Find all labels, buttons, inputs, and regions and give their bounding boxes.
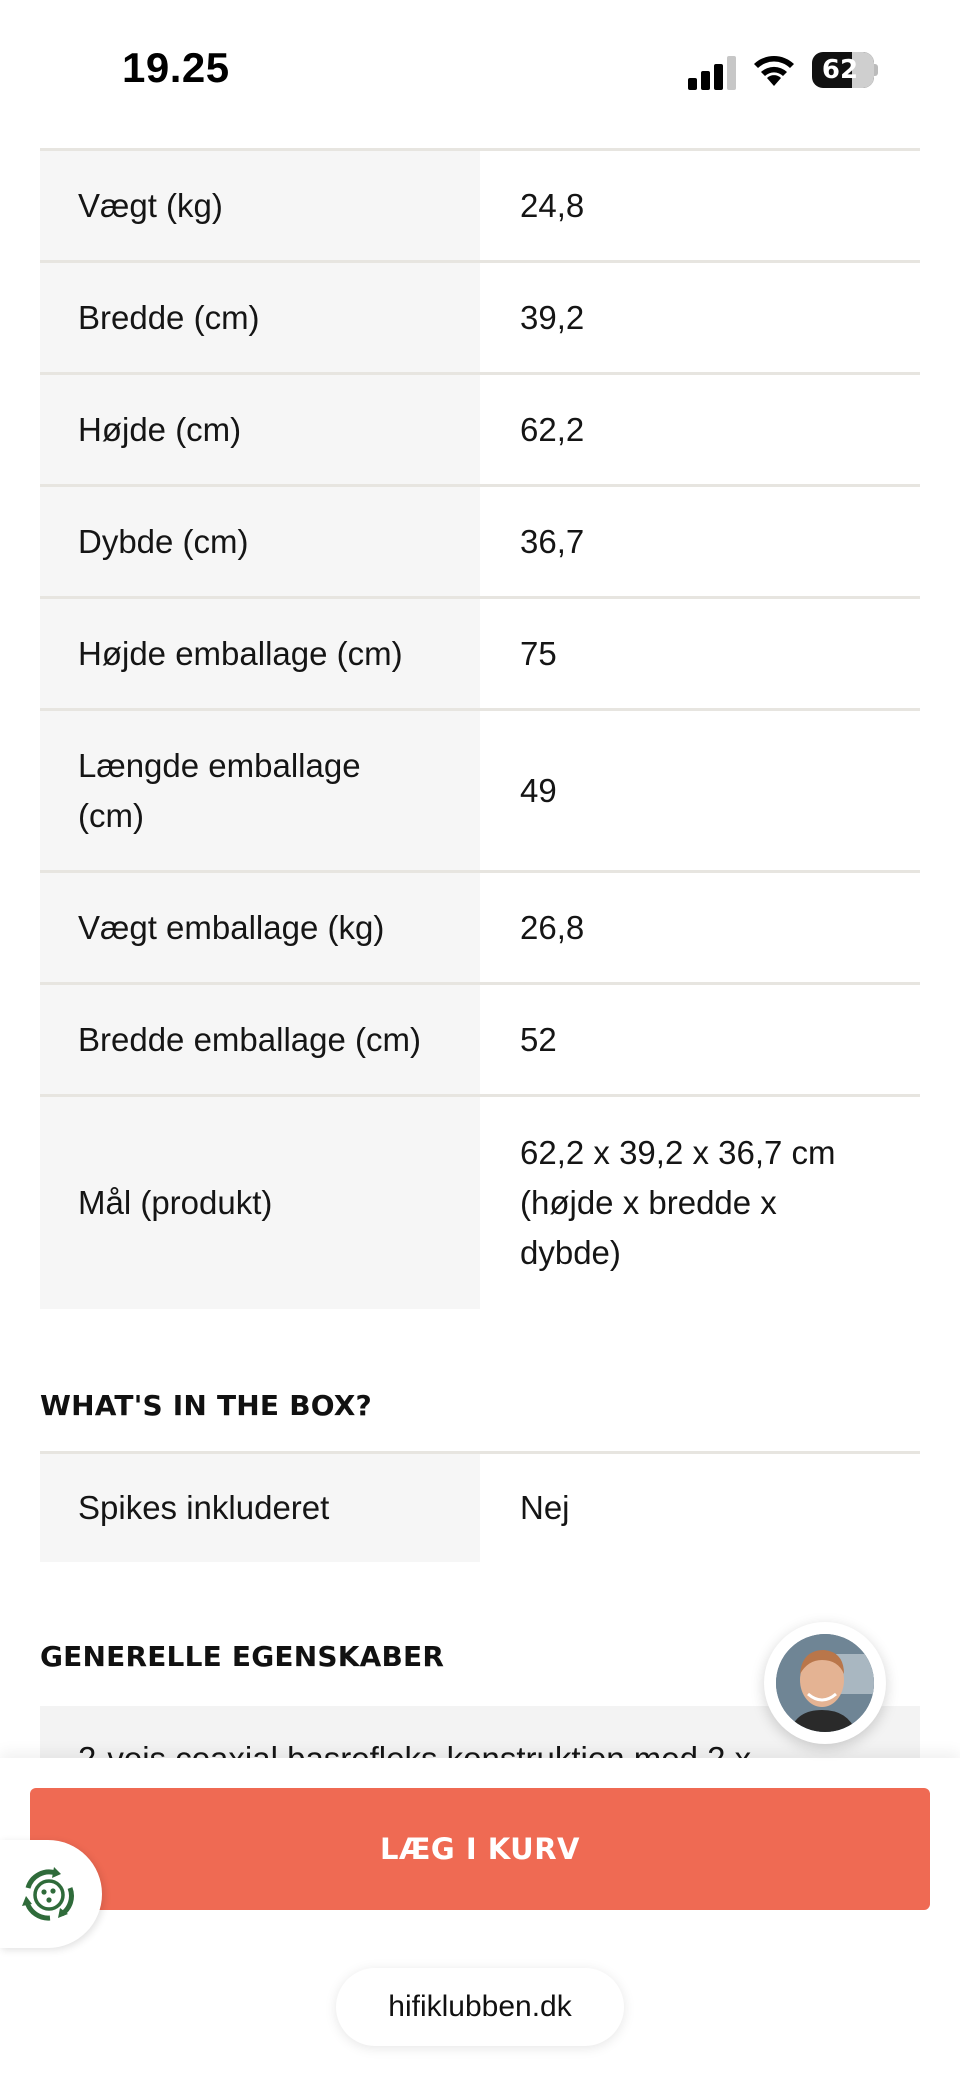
cellular-signal-icon xyxy=(688,56,736,90)
battery-level: 62 xyxy=(821,55,859,85)
wifi-icon xyxy=(752,52,796,88)
battery-icon xyxy=(812,52,878,88)
spec-value: 26,8 xyxy=(480,873,920,982)
add-to-cart-bar xyxy=(0,1758,960,2081)
status-bar xyxy=(0,0,960,140)
product-specs-content xyxy=(40,148,920,1826)
spec-value: 62,2 x 39,2 x 36,7 cm (højde x bredde x dybde) xyxy=(480,1097,920,1309)
spec-label: Vægt emballage (kg) xyxy=(40,873,480,982)
section-title-whats-in-the-box: WHAT'S IN THE BOX? xyxy=(40,1389,372,1422)
spec-row xyxy=(40,599,920,711)
spec-row xyxy=(40,151,920,263)
spec-label: Længde emballage (cm) xyxy=(40,711,480,870)
spec-row xyxy=(40,375,920,487)
sustainability-badge-button[interactable] xyxy=(0,1840,102,1948)
recycle-badge-icon xyxy=(16,1862,82,1928)
spec-value: 49 xyxy=(480,711,920,870)
spec-value: 24,8 xyxy=(480,151,920,260)
spec-value: 36,7 xyxy=(480,487,920,596)
browser-url-pill[interactable]: hifiklubben.dk xyxy=(336,1968,624,2046)
status-time: 19.25 xyxy=(122,44,230,91)
spec-value: 52 xyxy=(480,985,920,1094)
support-agent-avatar xyxy=(776,1634,874,1732)
spec-row xyxy=(40,985,920,1097)
spec-value: Nej xyxy=(480,1454,920,1562)
spec-label: Bredde (cm) xyxy=(40,263,480,372)
spec-table xyxy=(40,148,920,1309)
spec-row xyxy=(40,1454,920,1562)
spec-row xyxy=(40,873,920,985)
spec-row xyxy=(40,711,920,873)
add-to-cart-button[interactable]: LÆG I KURV xyxy=(30,1788,930,1910)
spec-label: Vægt (kg) xyxy=(40,151,480,260)
spec-label: Bredde emballage (cm) xyxy=(40,985,480,1094)
spec-value: 62,2 xyxy=(480,375,920,484)
spec-label: Dybde (cm) xyxy=(40,487,480,596)
spec-label: Mål (produkt) xyxy=(40,1097,480,1309)
chat-support-button[interactable] xyxy=(764,1622,886,1744)
spec-label: Spikes inkluderet xyxy=(40,1454,480,1562)
spec-row xyxy=(40,1097,920,1309)
spec-label: Højde (cm) xyxy=(40,375,480,484)
spec-value: 75 xyxy=(480,599,920,708)
spec-row xyxy=(40,263,920,375)
spec-row xyxy=(40,487,920,599)
spec-value: 39,2 xyxy=(480,263,920,372)
spec-label: Højde emballage (cm) xyxy=(40,599,480,708)
section-title-general-features: GENERELLE EGENSKABER xyxy=(40,1640,445,1673)
